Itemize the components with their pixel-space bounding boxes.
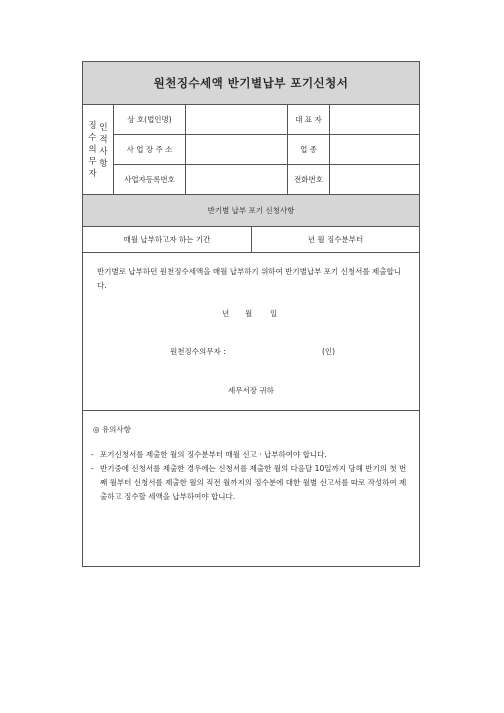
note-item: - 반기중에 신청서를 제출한 경우에는 신청서를 제출한 월의 다음달 10일까지 당해 반기의 첫 번째 월부터 신청서를 제출한 월의 직전 월까지의 징수분에 대한 월별 신고서를 따로 작성하여 제출하고 징수할 세액을 납부하여야 합니다. <box>91 462 409 504</box>
note-item: - 포기신청서를 제출한 월의 징수분부터 매월 신고 · 납부하여야 합니다. <box>91 448 409 462</box>
vertical-char: 의 <box>88 144 97 155</box>
phone-label: 전화번호 <box>288 165 330 194</box>
company-name-label: 상 호(법인명) <box>114 105 186 134</box>
notes-title: ◎ 유의사항 <box>93 425 131 434</box>
info-row-address <box>114 135 419 165</box>
date-day: 일 <box>270 309 278 318</box>
vertical-char: 수 <box>88 132 97 143</box>
business-type-field[interactable] <box>330 135 419 164</box>
statement-text: 반기별로 납부하던 원천징수세액을 매월 납부하기 위하여 반기별납부 포기 신청서를 제출합니다. <box>97 267 402 290</box>
vertical-char: 무 <box>88 156 97 167</box>
withholder-vertical-label <box>83 105 114 194</box>
vertical-char: 적 <box>99 134 108 145</box>
withholding-tax-form <box>82 61 420 567</box>
business-type-label: 업 종 <box>288 135 330 164</box>
business-address-label: 사 업 장 주 소 <box>114 135 186 164</box>
section-title: 반기별 납부 포기 신청사항 <box>83 195 419 227</box>
vertical-char: 징 <box>88 120 97 131</box>
form-title: 원천징수세액 반기별납부 포기신청서 <box>83 62 419 105</box>
period-field[interactable]: 년 월 징수분부터 <box>307 235 364 244</box>
notes-list <box>91 448 409 504</box>
notes-block <box>83 411 419 566</box>
note-text: 포기신청서를 제출한 월의 징수분부터 매월 신고 · 납부하여야 합니다. <box>100 450 327 459</box>
period-row <box>83 227 419 253</box>
info-row-registration <box>114 165 419 194</box>
registration-number-field[interactable] <box>186 165 288 194</box>
date-month: 월 <box>245 309 253 318</box>
business-address-field[interactable] <box>186 135 288 164</box>
period-label: 매월 납부하고자 하는 기간 <box>83 227 252 252</box>
company-name-field[interactable] <box>186 105 288 134</box>
vertical-char: 항 <box>99 158 108 169</box>
date-year: 년 <box>222 309 230 318</box>
registration-number-label: 사업자등록번호 <box>114 165 186 194</box>
addressee: 세무서장 귀하 <box>228 386 274 395</box>
statement-block <box>83 253 419 411</box>
vertical-char: 인 <box>99 122 108 133</box>
vertical-char: 사 <box>99 146 108 157</box>
seal-mark: (인) <box>322 347 336 356</box>
phone-field[interactable] <box>330 165 419 194</box>
representative-field[interactable] <box>330 105 419 134</box>
representative-label: 대 표 자 <box>288 105 330 134</box>
withholder-info-section <box>83 105 419 195</box>
applicant-label: 원천징수의무자 : <box>170 347 226 356</box>
note-text: 반기중에 신청서를 제출한 경우에는 신청서를 제출한 월의 다음달 10일까지 당해 반기의 첫 번째 월부터 신청서를 제출한 월의 직전 월까지의 징수분에 대한 월별 신고서를 따로 작성하여 제출하고 징수할 세액을 납부하여야 합니다. <box>100 464 407 501</box>
vertical-char: 자 <box>88 168 97 179</box>
info-row-company <box>114 105 419 135</box>
